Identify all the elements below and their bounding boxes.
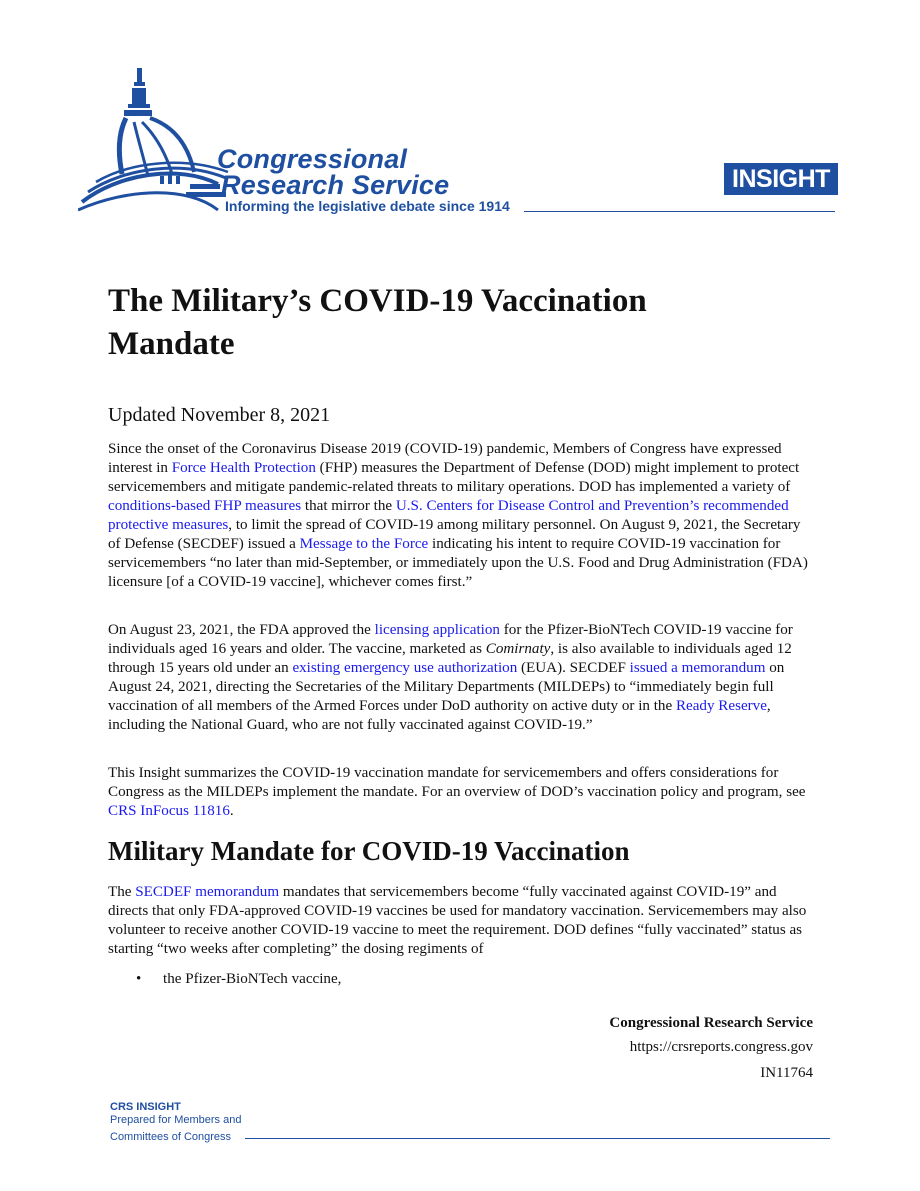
p3-text-1: This Insight summarizes the COVID-19 vaccination mandate for servicemembers and offers considerations for Congress as the MILDEPs implement the mandate. For an overview of DOD’s vaccination policy and program, see [108, 765, 806, 800]
message-to-force-link[interactable]: Message to the Force [299, 536, 429, 552]
cdc-measures-link[interactable]: U.S. Centers for Disease Control and Prevention’s recommended protective measures [108, 498, 789, 533]
licensing-application-link[interactable]: licensing application [374, 622, 500, 638]
page-title: The Military’s COVID-19 Vaccination Mandate [108, 283, 647, 362]
p1-text-5: indicating his intent to require COVID-19 vaccination for servicemembers “no later than mid-September, or immediately upon the U.S. Food and Drug Administration (FDA) licensure [of a COVID-19 vaccine], whichever comes first.” [108, 536, 808, 590]
footer-prepared-line1: Prepared for Members and [110, 1114, 242, 1126]
p2-text-2: for the Pfizer-BioNTech COVID-19 vaccine for individuals aged 16 years and older. The vaccine, marketed as [108, 622, 793, 657]
list-item: the Pfizer-BioNTech vaccine, [163, 971, 342, 987]
footer-rule [245, 1138, 830, 1139]
org-tagline: Informing the legislative debate since 1914 [225, 198, 510, 214]
crs-infocus-link[interactable]: CRS InFocus 11816 [108, 803, 230, 819]
secdef-memorandum-link[interactable]: SECDEF memorandum [135, 884, 280, 900]
paragraph-3 [108, 764, 814, 821]
p2-text-4: (EUA). SECDEF [517, 660, 630, 676]
org-name-line1: Congressional [217, 144, 408, 174]
issued-memorandum-link[interactable]: issued a memorandum [629, 660, 766, 676]
p4-text-1: The [108, 884, 136, 900]
p2-text-6: , including the National Guard, who are not fully vaccinated against COVID-19.” [108, 698, 771, 733]
footer-brand: CRS INSIGHT [110, 1101, 181, 1113]
paragraph-1 [108, 440, 814, 592]
footer-url[interactable]: https://crsreports.congress.gov [629, 1039, 813, 1055]
p2-emphasis: Comirnaty [485, 641, 551, 657]
bullet-icon: • [136, 971, 142, 987]
eua-link[interactable]: existing emergency use authorization [292, 660, 518, 676]
section-heading: Military Mandate for COVID-19 Vaccination [108, 836, 630, 866]
footer-org-name: Congressional Research Service [609, 1015, 813, 1031]
p3-text-2: . [229, 803, 234, 819]
p1-text-3: that mirror the [301, 498, 396, 514]
footer-prepared-line2: Committees of Congress [110, 1131, 232, 1143]
paragraph-2 [108, 621, 814, 735]
paragraph-4 [108, 883, 814, 959]
p2-text-3: , is also available to individuals aged 12 through 15 years old under an [108, 641, 792, 676]
insight-badge: INSIGHT [724, 163, 838, 195]
force-health-protection-link[interactable]: Force Health Protection [171, 460, 316, 476]
updated-date: Updated November 8, 2021 [108, 404, 331, 426]
org-name-line2: Research Service [221, 170, 450, 200]
p2-text-5: on August 24, 2021, directing the Secretaries of the Military Departments (MILDEPs) to “immediately begin full vaccination of all members of the Armed Forces under DoD authority on active duty or in the [108, 660, 785, 714]
conditions-based-fhp-link[interactable]: conditions-based FHP measures [108, 498, 302, 514]
tagline-rule [524, 211, 835, 212]
p2-text-1: On August 23, 2021, the FDA approved the [108, 622, 375, 638]
p1-text-2: (FHP) measures the Department of Defense (DOD) might implement to protect servicemembers and mitigate pandemic-related threats to military operations. DOD has implemented a variety of [108, 460, 800, 495]
p1-text-4: , to limit the spread of COVID-19 among military personnel. On August 9, 2021, the Secretary of Defense (SECDEF) issued a [108, 517, 801, 552]
footer-report-id: IN11764 [760, 1065, 813, 1081]
p1-text-1: Since the onset of the Coronavirus Disease 2019 (COVID-19) pandemic, Members of Congress have expressed interest in [108, 441, 782, 476]
ready-reserve-link[interactable]: Ready Reserve [675, 698, 767, 714]
p4-text-2: mandates that servicemembers become “fully vaccinated against COVID-19” and directs that only FDA-approved COVID-19 vaccines be used for mandatory vaccination. Servicemembers may also volunteer to receive another COVID-19 vaccine to meet the requirement. DOD defines “fully vaccinated” status as starting “two weeks after completing” the dosing regiments of [108, 884, 807, 957]
